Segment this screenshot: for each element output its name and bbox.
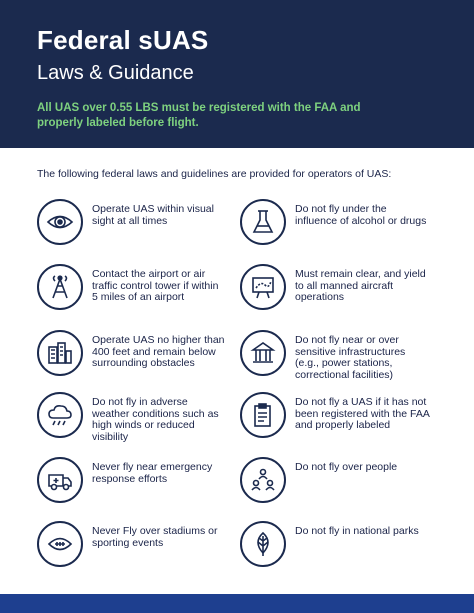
- clipboard-icon: [240, 392, 286, 438]
- footer-bar: [0, 594, 474, 613]
- guideline-item: [37, 457, 247, 517]
- leaf-icon: [240, 521, 286, 567]
- intro-text: The following federal laws and guidelines are provided for operators of UAS:: [37, 168, 392, 180]
- radio-tower-icon: [37, 264, 83, 310]
- page-title: Federal sUAS: [37, 25, 209, 55]
- football-icon: [37, 521, 83, 567]
- guideline-item: [37, 521, 247, 581]
- guideline-item: [37, 392, 247, 452]
- guideline-text: Contact the airport or air traffic control tower if within 5 miles of an airport: [92, 268, 219, 303]
- guideline-text: Never Fly over stadiums or sporting events: [92, 525, 218, 549]
- guideline-text: Never fly near emergency response efforts: [92, 461, 213, 485]
- guideline-item: [37, 330, 247, 390]
- guideline-item: [37, 264, 247, 324]
- guideline-item: [240, 457, 450, 517]
- buildings-icon: [37, 330, 83, 376]
- guideline-item: [240, 392, 450, 452]
- guideline-item: [37, 199, 247, 259]
- page-subtitle: Laws & Guidance: [37, 62, 194, 84]
- guideline-item: [240, 521, 450, 581]
- flight-chart-icon: [240, 264, 286, 310]
- guideline-text: Operate UAS within visual sight at all times: [92, 203, 214, 227]
- people-icon: [240, 457, 286, 503]
- ambulance-icon: [37, 457, 83, 503]
- guideline-item: [240, 330, 450, 390]
- storm-cloud-icon: [37, 392, 83, 438]
- guideline-item: [240, 264, 450, 324]
- guideline-text: Do not fly under the influence of alcohol or drugs: [295, 203, 427, 227]
- guideline-text: Operate UAS no higher than 400 feet and remain below surrounding obstacles: [92, 334, 225, 369]
- header-banner: [0, 0, 474, 148]
- registration-notice: All UAS over 0.55 LBS must be registered with the FAA and properly labeled before flight.: [37, 102, 361, 129]
- guideline-item: [240, 199, 450, 259]
- guideline-text: Do not fly in national parks: [295, 525, 419, 537]
- guideline-text: Do not fly a UAS if it has not been registered with the FAA and properly labeled: [295, 396, 430, 431]
- infrastructure-icon: [240, 330, 286, 376]
- guideline-text: Do not fly in adverse weather conditions such as high winds or reduced visibility: [92, 396, 219, 443]
- guideline-text: Must remain clear, and yield to all manned aircraft operations: [295, 268, 426, 303]
- eye-icon: [37, 199, 83, 245]
- guideline-text: Do not fly over people: [295, 461, 398, 473]
- flask-icon: [240, 199, 286, 245]
- guideline-text: Do not fly near or over sensitive infrastructures (e.g., power stations, correctional facilities): [295, 334, 406, 381]
